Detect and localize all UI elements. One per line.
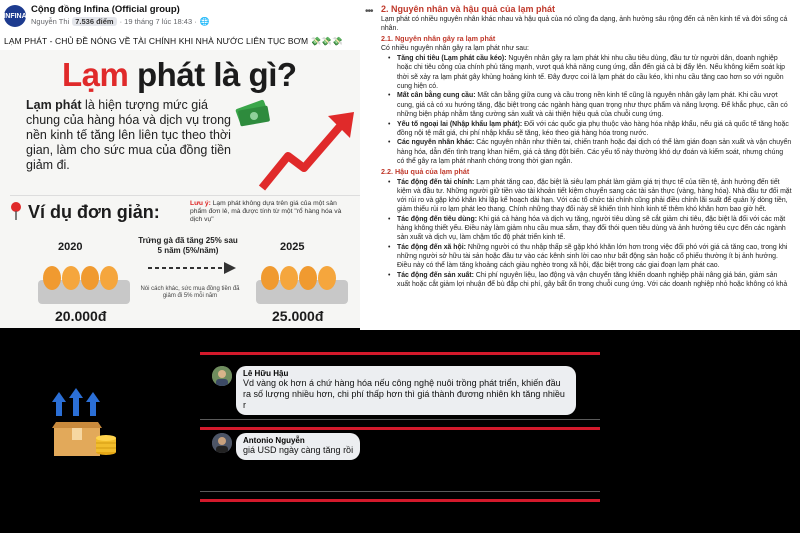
post-meta [31,17,210,26]
article-panel [360,0,800,330]
year-2020-label: 2020 [58,241,83,253]
subsection-2-2-title: 2.2. Hậu quả của lạm phát [381,167,470,177]
money-box-icon [50,388,120,460]
egg-tray-left [36,256,132,308]
rising-arrow-icon [258,110,358,195]
bottom-red-divider [200,499,600,502]
infographic-note: Lưu ý: Lạm phát không dựa trên giá của một sản phẩm đơn lẻ, mà được tính từ một "rổ hàng hóa và dịch vụ" [190,200,342,223]
comment-bubble [236,366,576,415]
list-item: • Tác động đến sản xuất: Chi phí nguyên liệu, lao động và vận chuyển tăng khiến doanh nghiệp phải nâng giá bán, giảm sản xuất hoặc cắt giảm lợi nhuận để bù đắp chi phí, gây bất ổn trong chuỗi cung ứng. Với các doanh nghiệp nhỏ hoặc không có khả [395,271,792,289]
section-2-intro: Lạm phát có nhiều nguyên nhân khác nhau và hậu quả của nó cũng đa dạng, ảnh hưởng sâu rộng đến cả nền kinh tế và đời sống cá nhân. [381,16,788,33]
increase-text: Trứng gà đã tăng 25% sau 5 năm (5%/năm) [138,236,238,255]
price-2020: 20.000đ [55,308,107,324]
list-item: • Tác động đến xã hội: Những người có thu nhập thấp sẽ gặp khó khăn lớn hơn trong việc đối phó với giá cả tăng cao, trong khi những người sở hữu tài sản hoặc đầu tư vào các kênh sinh lời cao như bất động sản hoặc cổ phiếu thường ít bị ảnh hưởng. Điều này có thể làm tăng khoảng cách giàu nghèo trong xã hội, đặc biệt trong các giai đoạn lạm phát cao. [395,243,792,271]
globe-icon: 🌐 [199,17,210,26]
avatar-photo [212,366,232,386]
gray-divider [200,419,600,420]
comment-item [212,433,360,460]
group-avatar[interactable]: INFINA [4,5,26,27]
commenter-avatar[interactable] [212,433,232,453]
causes-list [395,54,792,166]
list-item: • Yếu tố ngoại lai (Nhập khẩu lạm phát): Đối với các quốc gia phụ thuộc vào hàng hóa nhập khẩu, nếu giá cả quốc tế tăng hoặc đồng nội tệ mất giá, chi phí nhập khẩu sẽ tăng, kéo theo giá hàng hóa trong nước. [395,120,792,138]
comment-bubble [236,433,360,460]
effects-list [395,178,792,290]
list-item: • Các nguyên nhân khác: Các nguyên nhân như thiên tai, chiến tranh hoặc đại dịch có thể làm gián đoạn sản xuất và vận chuyển hàng hóa, dẫn đến tình trạng khan hiếm, giá cả tăng đột biến. Các yếu tố này thường khó dự đoán và kiểm soát, nhưng chúng có thể gây ra lạm phát nhanh chóng trong thời gian ngắn. [395,138,792,166]
inflation-infographic[interactable] [0,50,375,328]
middle-red-divider [200,427,600,430]
infographic-definition: Lạm phát là hiện tượng mức giá chung của hàng hóa và dịch vụ trong nền kinh tế tăng lên liên tục theo thời gian, làm cho sức mua của đồng tiền giảm đi. [26,98,232,172]
subsection-2-1-title: 2.1. Nguyên nhân gây ra lạm phát [381,34,496,44]
list-item: • Tác động đến tiêu dùng: Khi giá cả hàng hóa và dịch vụ tăng, người tiêu dùng sẽ cắt giảm chi tiêu, đặc biệt là đối với các mặt hàng không thiết yếu. Điều này làm giảm nhu cầu mua sắm, thay đổi thói quen tiêu dùng và ảnh hưởng tiêu cực đến các ngành sản xuất và dịch vụ, làm chậm tốc độ phát triển kinh tế. [395,215,792,243]
more-options-icon[interactable]: ••• [365,6,373,17]
list-item: • Tác động đến tài chính: Lạm phát tăng cao, đặc biệt là siêu lạm phát làm giảm giá trị thực tế của tiền tệ, ảnh hưởng đến tiết kiệm và đầu tư. Những người giữ tiền vào tài khoản tiết kiệm chuyển sang các tài sản thực (vàng, hàng hóa). Nhà đầu tư đối mặt với rủi ro và gặp khó khăn khi lập kế hoạch dài hạn. Với các tổ chức tài chính cũng phải điều chỉnh lãi suất để quản lý dòng tiền, giảm thiểu rủi ro lạm phát leo thang. Chính những thay đổi này sẽ khiến tình hình kinh tế thêm khó khăn hơn bao giờ hết. [395,178,792,215]
commenter-name[interactable]: Lê Hữu Hậu [243,369,289,378]
section-2-title: 2. Nguyên nhân và hậu quả của lạm phát [381,4,556,14]
commenter-name[interactable]: Antonio Nguyễn [243,436,305,445]
right-arrow-icon [146,260,238,276]
post-time[interactable]: · 19 tháng 7 lúc 18:43 · [119,17,197,26]
list-item: • Tăng chi tiêu (Lạm phát cầu kéo): Nguyên nhân gây ra lạm phát khi nhu cầu tiêu dùng, đầu tư từ người dân, doanh nghiệp hoặc chi tiêu công của chính phủ tăng mạnh, vượt quá khả năng cung ứng, dẫn đến giá cả bị đẩy lên. Nếu không kiểm soát kịp thời sẽ xảy ra lạm phát gây khủng hoảng kinh tế. Đây được coi là lạm phát do cầu kéo, khi nhu cầu tăng cao hơn so với nguồn cung hiện có. [395,54,792,91]
subsection-2-1-intro: Có nhiều nguyên nhân gây ra lạm phát như sau: [381,44,529,52]
example-heading: Ví dụ đơn giản: [28,202,160,222]
pin-icon [8,201,24,221]
comment-item [212,366,584,415]
commenter-avatar[interactable] [212,366,232,386]
divider [10,195,365,196]
year-2025-label: 2025 [280,241,305,253]
post-header [0,0,375,34]
comment-text: Vd vàng ok hơn á chứ hàng hóa nếu công nghệ nuôi trồng phát triển, khiến đầu ra số lượng nhiều hơn, chi phí thấp hơn thì giá thành đương nhiên kh tăng nhiều r [243,378,565,410]
infographic-title: Lạm phát là gì? [62,56,297,93]
score-badge: 7.536 điểm [72,17,116,26]
list-item: • Mất cân bằng cung cầu: Mất cân bằng giữa cung và cầu trong nền kinh tế cũng là nguyên nhân gây lạm phát. Khi cầu vượt cung, giá cả có xu hướng tăng, đặc biệt trong các ngành hàng quan trọng như thực phẩm và năng lượng. Để khắc phục, cần có những biện pháp nhằm tăng cường sản xuất và cải thiện hiệu quả của chuỗi cung ứng. [395,91,792,119]
facebook-post [0,0,375,328]
price-2025: 25.000đ [272,308,324,324]
egg-tray-right [254,256,350,308]
comment-text: giá USD ngày càng tăng rồi [243,445,354,455]
post-caption: LẠM PHÁT - CHỦ ĐỀ NÓNG VỀ TÀI CHÍNH KHI NHÀ NƯỚC LIÊN TỤC BƠM 💸💸💸 [4,36,343,46]
author-name[interactable]: Nguyễn Thi [31,17,70,26]
gray-divider [200,491,600,492]
group-name-link[interactable]: Cộng đồng Infina (Official group) [31,4,180,15]
top-red-divider [200,352,600,355]
purchasing-power-text: Nói cách khác, sức mua đồng tiền đã giảm đi 5% mỗi năm [140,286,240,299]
avatar-photo [212,433,232,453]
